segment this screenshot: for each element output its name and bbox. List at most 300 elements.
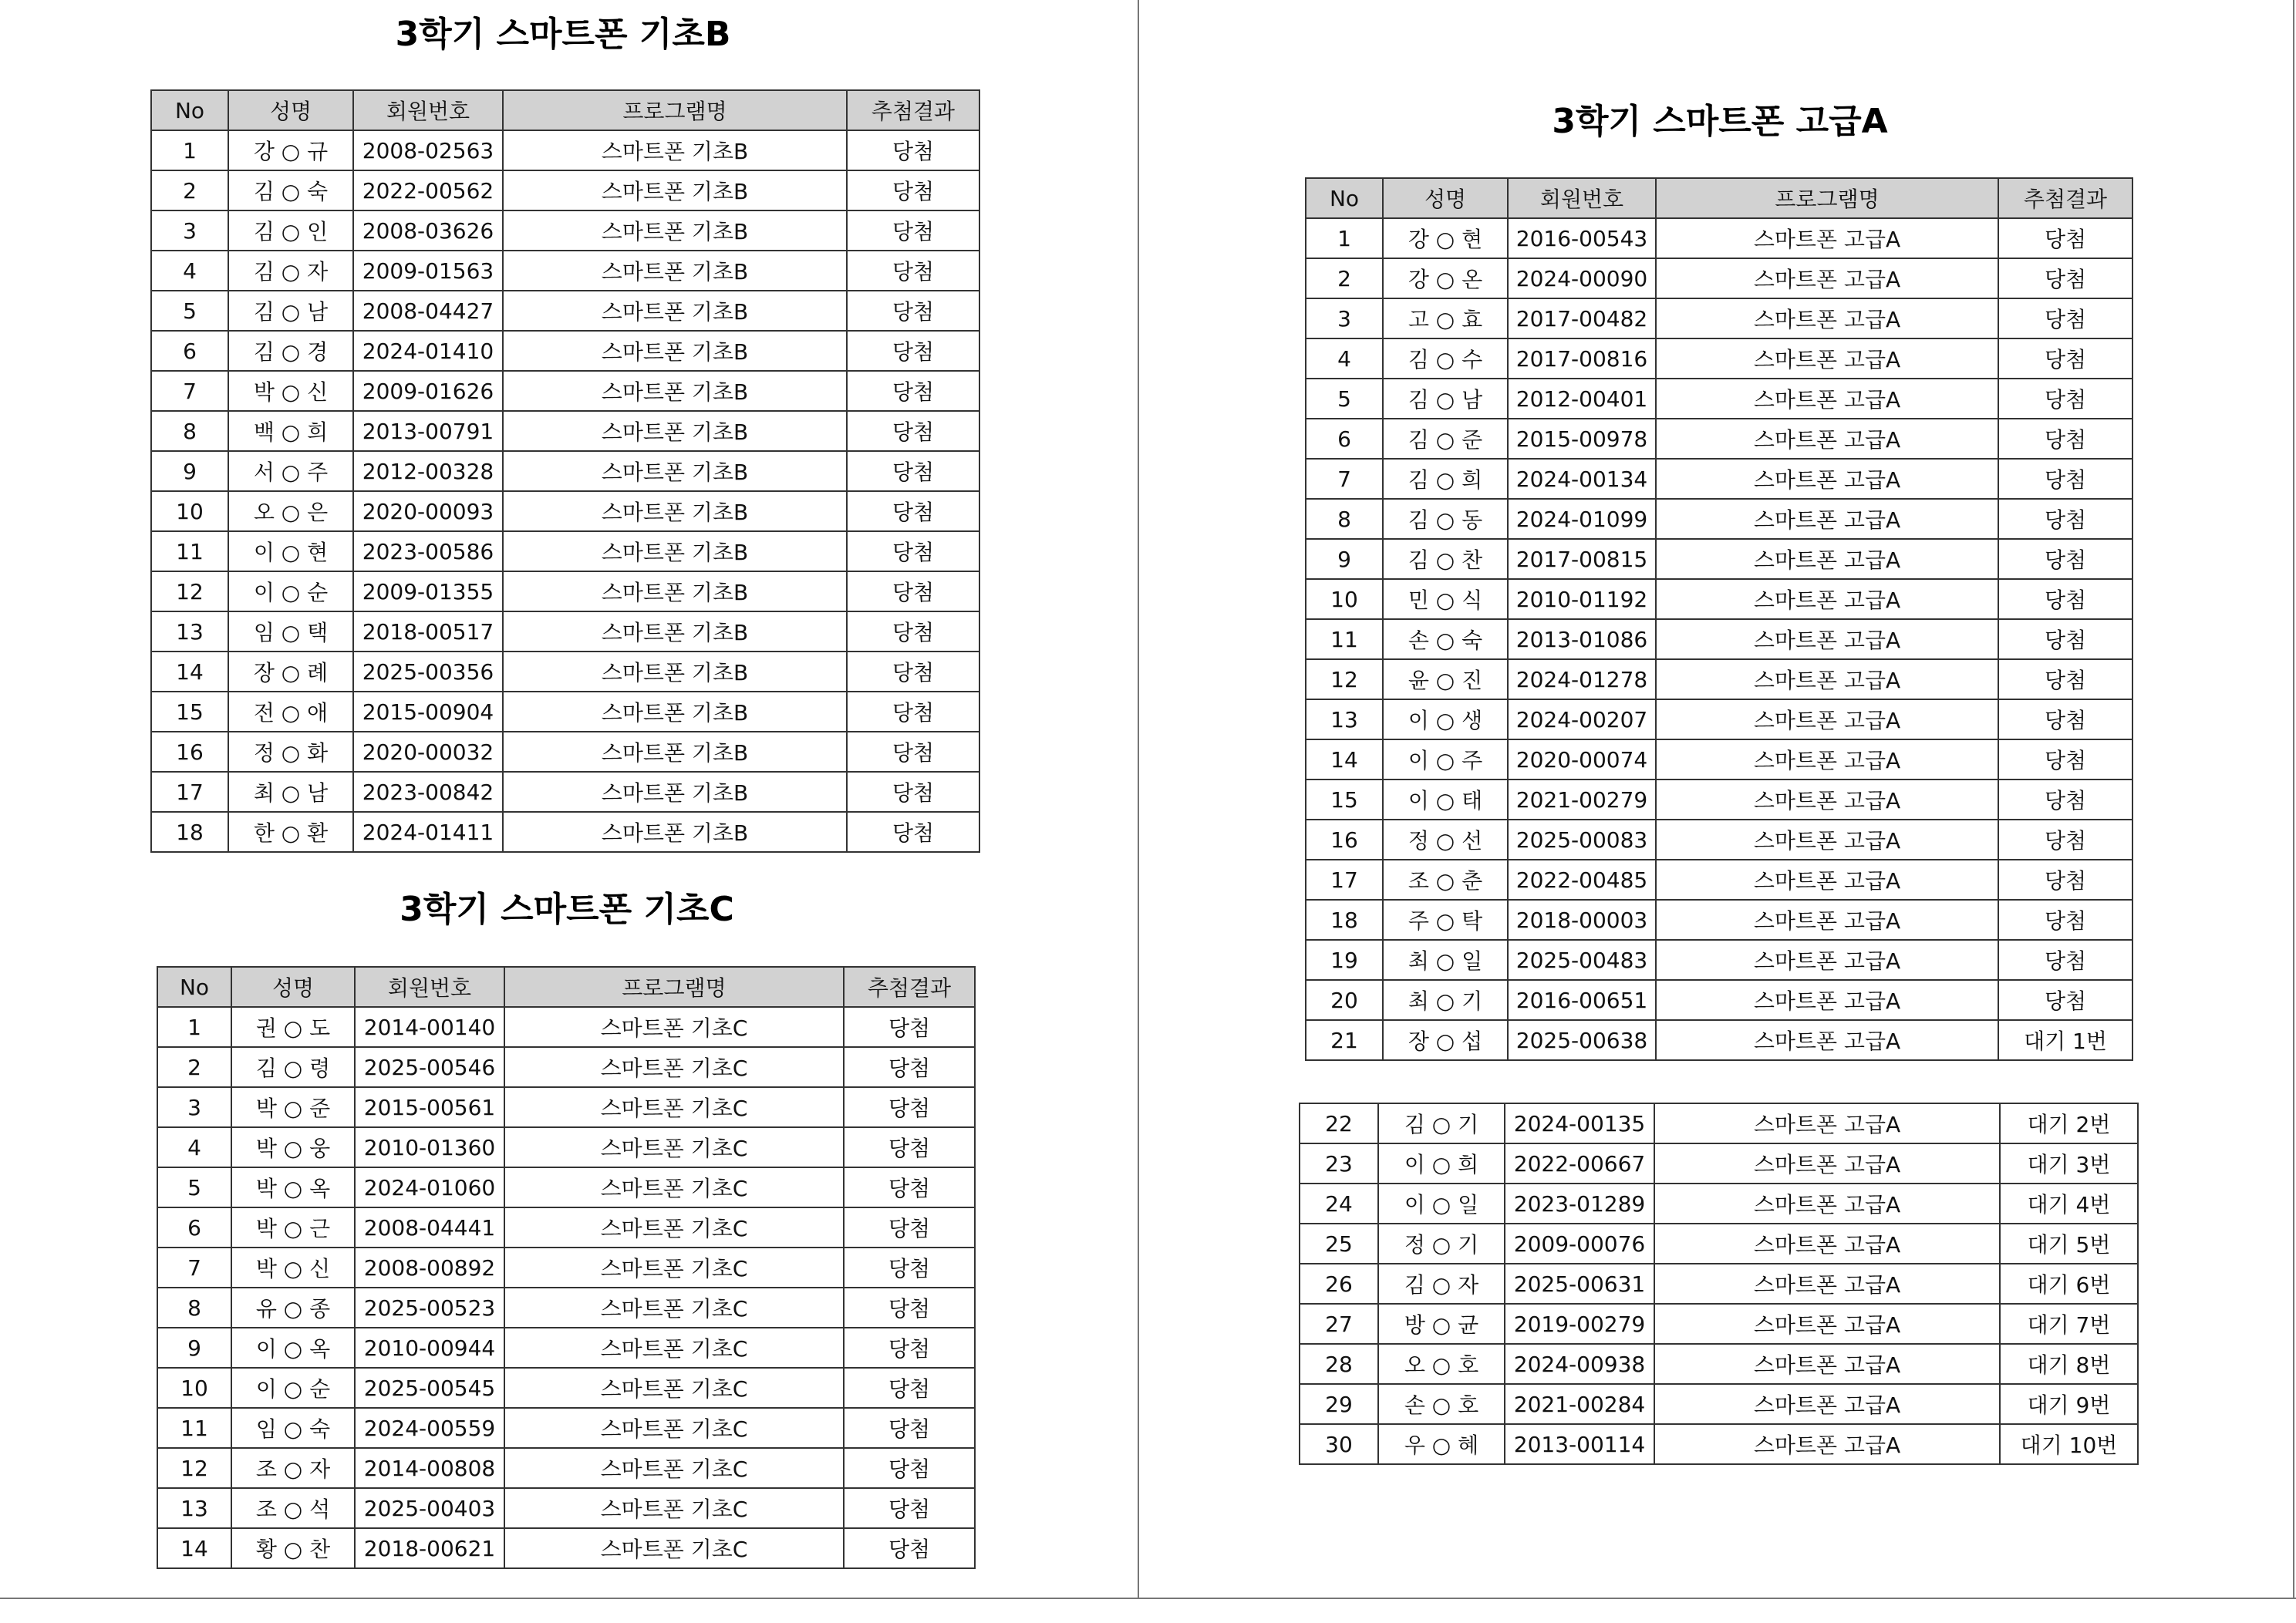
table-row (1306, 539, 2132, 579)
member-id-cell: 2022-00562 (353, 170, 503, 210)
member-name-cell: 윤 ○ 진 (1383, 659, 1508, 699)
column-header-row-number: No (151, 90, 228, 130)
draw-result-cell: 당첨 (847, 812, 979, 852)
table-row (1300, 1304, 2138, 1344)
member-id-cell: 2015-00978 (1508, 419, 1656, 459)
program-name-cell: 스마트폰 기초B (503, 331, 847, 371)
row-number-cell: 20 (1306, 980, 1383, 1020)
row-number-cell: 11 (157, 1408, 231, 1448)
row-number-cell: 13 (151, 611, 228, 652)
row-number-cell: 4 (1306, 338, 1383, 379)
member-id-cell: 2008-04427 (353, 291, 503, 331)
table-row (151, 251, 979, 291)
member-name-cell: 이 ○ 희 (1378, 1143, 1505, 1184)
member-name-cell: 한 ○ 환 (228, 812, 353, 852)
member-name-cell: 이 ○ 태 (1383, 780, 1508, 820)
row-number-cell: 28 (1300, 1344, 1378, 1384)
column-header-program-name: 프로그램명 (1656, 178, 1998, 218)
row-number-cell: 18 (151, 812, 228, 852)
member-id-cell: 2010-01192 (1508, 579, 1656, 619)
member-id-cell: 2025-00083 (1508, 820, 1656, 860)
member-name-cell: 김 ○ 인 (228, 210, 353, 251)
program-name-cell: 스마트폰 기초C (504, 1488, 844, 1528)
program-name-cell: 스마트폰 기초B (503, 210, 847, 251)
row-number-cell: 5 (157, 1167, 231, 1207)
draw-result-cell: 당첨 (847, 291, 979, 331)
program-name-cell: 스마트폰 기초B (503, 531, 847, 571)
draw-result-cell: 당첨 (847, 571, 979, 611)
member-id-cell: 2018-00621 (355, 1528, 504, 1568)
program-name-cell: 스마트폰 고급A (1654, 1143, 2000, 1184)
program-name-cell: 스마트폰 고급A (1654, 1424, 2000, 1464)
draw-result-cell: 당첨 (847, 652, 979, 692)
member-id-cell: 2025-00356 (353, 652, 503, 692)
member-id-cell: 2025-00403 (355, 1488, 504, 1528)
program-name-cell: 스마트폰 기초C (504, 1248, 844, 1288)
row-number-cell: 7 (151, 371, 228, 411)
row-number-cell: 6 (151, 331, 228, 371)
column-header-row-number: No (157, 967, 231, 1007)
draw-result-cell: 당첨 (847, 210, 979, 251)
member-name-cell: 장 ○ 례 (228, 652, 353, 692)
column-header-draw-result: 추첨결과 (847, 90, 979, 130)
table-row (151, 571, 979, 611)
member-name-cell: 김 ○ 희 (1383, 459, 1508, 499)
member-name-cell: 김 ○ 자 (228, 251, 353, 291)
draw-result-cell: 당첨 (847, 732, 979, 772)
member-name-cell: 정 ○ 기 (1378, 1224, 1505, 1264)
program-name-cell: 스마트폰 기초B (503, 772, 847, 812)
program-name-cell: 스마트폰 기초C (504, 1127, 844, 1167)
draw-result-cell: 당첨 (847, 531, 979, 571)
row-number-cell: 15 (1306, 780, 1383, 820)
row-number-cell: 8 (151, 411, 228, 451)
row-number-cell: 13 (1306, 699, 1383, 739)
table-row (151, 210, 979, 251)
draw-result-cell: 당첨 (844, 1127, 975, 1167)
row-number-cell: 14 (1306, 739, 1383, 780)
program-name-cell: 스마트폰 기초C (504, 1328, 844, 1368)
program-name-cell: 스마트폰 기초C (504, 1408, 844, 1448)
row-number-cell: 13 (157, 1488, 231, 1528)
member-id-cell: 2020-00074 (1508, 739, 1656, 780)
row-number-cell: 11 (1306, 619, 1383, 659)
draw-result-cell: 당첨 (847, 170, 979, 210)
member-name-cell: 이 ○ 현 (228, 531, 353, 571)
table-row (1300, 1224, 2138, 1264)
row-number-cell: 12 (157, 1448, 231, 1488)
draw-result-cell: 대기 4번 (2000, 1184, 2138, 1224)
program-name-cell: 스마트폰 기초B (503, 451, 847, 491)
member-name-cell: 김 ○ 자 (1378, 1264, 1505, 1304)
draw-result-cell: 당첨 (1998, 539, 2132, 579)
table-header-row (151, 90, 979, 130)
table-row (1306, 780, 2132, 820)
row-number-cell: 24 (1300, 1184, 1378, 1224)
table-row (157, 1368, 975, 1408)
program-name-cell: 스마트폰 고급A (1656, 218, 1998, 258)
member-id-cell: 2025-00523 (355, 1288, 504, 1328)
table-row (1306, 338, 2132, 379)
member-id-cell: 2018-00517 (353, 611, 503, 652)
member-id-cell: 2024-00938 (1505, 1344, 1654, 1384)
table-row (1306, 860, 2132, 900)
table-row (1306, 1020, 2132, 1060)
draw-result-cell: 당첨 (1998, 699, 2132, 739)
draw-result-cell: 당첨 (847, 251, 979, 291)
program-name-cell: 스마트폰 고급A (1656, 298, 1998, 338)
member-id-cell: 2009-01563 (353, 251, 503, 291)
member-name-cell: 박 ○ 신 (231, 1248, 355, 1288)
member-name-cell: 오 ○ 호 (1378, 1344, 1505, 1384)
row-number-cell: 6 (157, 1207, 231, 1248)
draw-result-cell: 대기 3번 (2000, 1143, 2138, 1184)
draw-result-cell: 당첨 (1998, 258, 2132, 298)
program-name-cell: 스마트폰 고급A (1656, 338, 1998, 379)
member-id-cell: 2024-01060 (355, 1167, 504, 1207)
table-row (1300, 1143, 2138, 1184)
member-id-cell: 2009-00076 (1505, 1224, 1654, 1264)
member-name-cell: 최 ○ 기 (1383, 980, 1508, 1020)
row-number-cell: 21 (1306, 1020, 1383, 1060)
program-name-cell: 스마트폰 고급A (1654, 1264, 2000, 1304)
member-name-cell: 백 ○ 희 (228, 411, 353, 451)
member-name-cell: 이 ○ 주 (1383, 739, 1508, 780)
program-name-cell: 스마트폰 기초B (503, 611, 847, 652)
row-number-cell: 12 (1306, 659, 1383, 699)
table-row (1306, 459, 2132, 499)
row-number-cell: 6 (1306, 419, 1383, 459)
table-header-row (157, 967, 975, 1007)
table-row (157, 1528, 975, 1568)
member-name-cell: 박 ○ 신 (228, 371, 353, 411)
member-name-cell: 정 ○ 선 (1383, 820, 1508, 860)
member-id-cell: 2013-00114 (1505, 1424, 1654, 1464)
member-id-cell: 2024-00090 (1508, 258, 1656, 298)
member-id-cell: 2020-00093 (353, 491, 503, 531)
roster-table-advanced-a (1305, 177, 2133, 1061)
program-name-cell: 스마트폰 기초C (504, 1207, 844, 1248)
row-number-cell: 4 (157, 1127, 231, 1167)
column-header-member-id: 회원번호 (355, 967, 504, 1007)
member-id-cell: 2014-00808 (355, 1448, 504, 1488)
row-number-cell: 17 (151, 772, 228, 812)
member-name-cell: 김 ○ 령 (231, 1047, 355, 1087)
member-name-cell: 임 ○ 숙 (231, 1408, 355, 1448)
row-number-cell: 8 (157, 1288, 231, 1328)
draw-result-cell: 당첨 (847, 692, 979, 732)
member-name-cell: 이 ○ 순 (228, 571, 353, 611)
row-number-cell: 4 (151, 251, 228, 291)
table-row (1300, 1424, 2138, 1464)
member-name-cell: 서 ○ 주 (228, 451, 353, 491)
draw-result-cell: 당첨 (847, 371, 979, 411)
row-number-cell: 11 (151, 531, 228, 571)
table-row (1300, 1103, 2138, 1143)
roster-table-basic-c (157, 966, 976, 1569)
table-row (1300, 1264, 2138, 1304)
column-header-program-name: 프로그램명 (503, 90, 847, 130)
member-id-cell: 2010-01360 (355, 1127, 504, 1167)
table-row (1306, 298, 2132, 338)
row-number-cell: 9 (157, 1328, 231, 1368)
table-row (151, 531, 979, 571)
draw-result-cell: 당첨 (1998, 980, 2132, 1020)
member-name-cell: 우 ○ 혜 (1378, 1424, 1505, 1464)
draw-result-cell: 당첨 (844, 1328, 975, 1368)
draw-result-cell: 당첨 (1998, 739, 2132, 780)
program-name-cell: 스마트폰 고급A (1656, 820, 1998, 860)
member-id-cell: 2009-01626 (353, 371, 503, 411)
member-id-cell: 2025-00545 (355, 1368, 504, 1408)
column-header-draw-result: 추첨결과 (844, 967, 975, 1007)
program-name-cell: 스마트폰 기초B (503, 491, 847, 531)
draw-result-cell: 당첨 (1998, 659, 2132, 699)
draw-result-cell: 당첨 (1998, 780, 2132, 820)
member-name-cell: 고 ○ 효 (1383, 298, 1508, 338)
program-name-cell: 스마트폰 기초C (504, 1368, 844, 1408)
member-id-cell: 2016-00543 (1508, 218, 1656, 258)
program-name-cell: 스마트폰 고급A (1654, 1224, 2000, 1264)
draw-result-cell: 당첨 (847, 772, 979, 812)
program-name-cell: 스마트폰 기초B (503, 812, 847, 852)
table-row (157, 1007, 975, 1047)
program-name-cell: 스마트폰 기초B (503, 371, 847, 411)
program-name-cell: 스마트폰 기초C (504, 1007, 844, 1047)
draw-result-cell: 대기 9번 (2000, 1384, 2138, 1424)
table-row (1306, 739, 2132, 780)
row-number-cell: 12 (151, 571, 228, 611)
program-name-cell: 스마트폰 고급A (1656, 780, 1998, 820)
member-id-cell: 2009-01355 (353, 571, 503, 611)
member-id-cell: 2019-00279 (1505, 1304, 1654, 1344)
member-id-cell: 2012-00401 (1508, 379, 1656, 419)
member-name-cell: 조 ○ 석 (231, 1488, 355, 1528)
page-divider-vertical (1138, 0, 1139, 1598)
draw-result-cell: 당첨 (847, 130, 979, 170)
row-number-cell: 17 (1306, 860, 1383, 900)
column-header-member-name: 성명 (1383, 178, 1508, 218)
roster-table-basic-b (150, 89, 980, 853)
member-name-cell: 최 ○ 남 (228, 772, 353, 812)
program-name-cell: 스마트폰 고급A (1656, 619, 1998, 659)
program-name-cell: 스마트폰 기초B (503, 652, 847, 692)
program-name-cell: 스마트폰 기초B (503, 692, 847, 732)
roster-table-advanced-a-waitlist (1299, 1103, 2139, 1465)
member-name-cell: 김 ○ 준 (1383, 419, 1508, 459)
member-name-cell: 박 ○ 준 (231, 1087, 355, 1127)
draw-result-cell: 당첨 (844, 1087, 975, 1127)
program-name-cell: 스마트폰 고급A (1656, 1020, 1998, 1060)
draw-result-cell: 대기 6번 (2000, 1264, 2138, 1304)
row-number-cell: 1 (157, 1007, 231, 1047)
row-number-cell: 5 (1306, 379, 1383, 419)
program-name-cell: 스마트폰 기초B (503, 732, 847, 772)
table-header-row (1306, 178, 2132, 218)
program-name-cell: 스마트폰 고급A (1656, 539, 1998, 579)
program-name-cell: 스마트폰 고급A (1656, 699, 1998, 739)
table-row (157, 1167, 975, 1207)
member-name-cell: 주 ○ 탁 (1383, 900, 1508, 940)
member-id-cell: 2025-00546 (355, 1047, 504, 1087)
program-name-cell: 스마트폰 고급A (1656, 980, 1998, 1020)
table-row (1306, 659, 2132, 699)
member-id-cell: 2024-00207 (1508, 699, 1656, 739)
draw-result-cell: 당첨 (844, 1528, 975, 1568)
row-number-cell: 3 (157, 1087, 231, 1127)
table-row (1306, 419, 2132, 459)
row-number-cell: 5 (151, 291, 228, 331)
member-name-cell: 이 ○ 생 (1383, 699, 1508, 739)
member-id-cell: 2024-00134 (1508, 459, 1656, 499)
member-id-cell: 2012-00328 (353, 451, 503, 491)
table-row (151, 371, 979, 411)
member-id-cell: 2017-00816 (1508, 338, 1656, 379)
table-row (1306, 900, 2132, 940)
member-name-cell: 김 ○ 동 (1383, 499, 1508, 539)
member-name-cell: 박 ○ 근 (231, 1207, 355, 1248)
row-number-cell: 7 (157, 1248, 231, 1288)
draw-result-cell: 당첨 (847, 451, 979, 491)
table-row (157, 1448, 975, 1488)
draw-result-cell: 당첨 (1998, 379, 2132, 419)
draw-result-cell: 당첨 (844, 1248, 975, 1288)
member-name-cell: 김 ○ 남 (228, 291, 353, 331)
program-name-cell: 스마트폰 고급A (1656, 459, 1998, 499)
member-name-cell: 김 ○ 경 (228, 331, 353, 371)
table-row (1306, 258, 2132, 298)
member-id-cell: 2018-00003 (1508, 900, 1656, 940)
row-number-cell: 2 (157, 1047, 231, 1087)
draw-result-cell: 당첨 (844, 1288, 975, 1328)
row-number-cell: 7 (1306, 459, 1383, 499)
draw-result-cell: 당첨 (844, 1047, 975, 1087)
member-id-cell: 2023-00842 (353, 772, 503, 812)
row-number-cell: 22 (1300, 1103, 1378, 1143)
member-name-cell: 손 ○ 숙 (1383, 619, 1508, 659)
table-row (151, 652, 979, 692)
member-name-cell: 김 ○ 남 (1383, 379, 1508, 419)
table-row (1306, 218, 2132, 258)
member-name-cell: 김 ○ 기 (1378, 1103, 1505, 1143)
member-id-cell: 2015-00561 (355, 1087, 504, 1127)
member-name-cell: 장 ○ 섭 (1383, 1020, 1508, 1060)
program-name-cell: 스마트폰 기초B (503, 251, 847, 291)
program-name-cell: 스마트폰 고급A (1656, 419, 1998, 459)
row-number-cell: 2 (151, 170, 228, 210)
page-divider-horizontal (0, 1598, 2296, 1599)
draw-result-cell: 당첨 (847, 491, 979, 531)
member-id-cell: 2008-04441 (355, 1207, 504, 1248)
draw-result-cell: 당첨 (847, 411, 979, 451)
member-id-cell: 2013-01086 (1508, 619, 1656, 659)
row-number-cell: 1 (1306, 218, 1383, 258)
member-name-cell: 김 ○ 수 (1383, 338, 1508, 379)
table-row (157, 1408, 975, 1448)
table-row (151, 411, 979, 451)
draw-result-cell: 대기 1번 (1998, 1020, 2132, 1060)
member-name-cell: 오 ○ 은 (228, 491, 353, 531)
draw-result-cell: 당첨 (844, 1408, 975, 1448)
draw-result-cell: 당첨 (1998, 579, 2132, 619)
table-row (151, 611, 979, 652)
table-row (151, 130, 979, 170)
member-name-cell: 황 ○ 찬 (231, 1528, 355, 1568)
program-name-cell: 스마트폰 고급A (1656, 940, 1998, 980)
column-header-draw-result: 추첨결과 (1998, 178, 2132, 218)
member-id-cell: 2024-01410 (353, 331, 503, 371)
member-name-cell: 강 ○ 온 (1383, 258, 1508, 298)
row-number-cell: 14 (151, 652, 228, 692)
member-name-cell: 조 ○ 춘 (1383, 860, 1508, 900)
column-header-member-id: 회원번호 (1508, 178, 1656, 218)
row-number-cell: 15 (151, 692, 228, 732)
draw-result-cell: 대기 2번 (2000, 1103, 2138, 1143)
table-row (157, 1207, 975, 1248)
member-id-cell: 2023-00586 (353, 531, 503, 571)
draw-result-cell: 당첨 (1998, 218, 2132, 258)
program-name-cell: 스마트폰 고급A (1656, 659, 1998, 699)
table-row (151, 291, 979, 331)
draw-result-cell: 대기 5번 (2000, 1224, 2138, 1264)
program-name-cell: 스마트폰 기초C (504, 1448, 844, 1488)
program-name-cell: 스마트폰 고급A (1656, 900, 1998, 940)
program-name-cell: 스마트폰 기초C (504, 1528, 844, 1568)
draw-result-cell: 당첨 (1998, 419, 2132, 459)
program-name-cell: 스마트폰 고급A (1656, 579, 1998, 619)
row-number-cell: 29 (1300, 1384, 1378, 1424)
table-row (151, 451, 979, 491)
column-header-member-name: 성명 (228, 90, 353, 130)
table-row (1306, 699, 2132, 739)
row-number-cell: 3 (151, 210, 228, 251)
member-id-cell: 2017-00482 (1508, 298, 1656, 338)
member-name-cell: 이 ○ 옥 (231, 1328, 355, 1368)
member-name-cell: 임 ○ 택 (228, 611, 353, 652)
program-name-cell: 스마트폰 기초B (503, 170, 847, 210)
member-id-cell: 2024-00559 (355, 1408, 504, 1448)
row-number-cell: 16 (151, 732, 228, 772)
draw-result-cell: 대기 7번 (2000, 1304, 2138, 1344)
draw-result-cell: 대기 8번 (2000, 1344, 2138, 1384)
column-header-member-id: 회원번호 (353, 90, 503, 130)
draw-result-cell: 당첨 (844, 1448, 975, 1488)
member-name-cell: 손 ○ 호 (1378, 1384, 1505, 1424)
table-row (1306, 619, 2132, 659)
draw-result-cell: 당첨 (844, 1167, 975, 1207)
program-name-cell: 스마트폰 고급A (1654, 1384, 2000, 1424)
column-header-program-name: 프로그램명 (504, 967, 844, 1007)
member-id-cell: 2025-00638 (1508, 1020, 1656, 1060)
row-number-cell: 25 (1300, 1224, 1378, 1264)
table-row (151, 170, 979, 210)
column-header-row-number: No (1306, 178, 1383, 218)
member-name-cell: 이 ○ 순 (231, 1368, 355, 1408)
program-name-cell: 스마트폰 기초C (504, 1047, 844, 1087)
row-number-cell: 10 (1306, 579, 1383, 619)
table-row (151, 491, 979, 531)
member-name-cell: 박 ○ 웅 (231, 1127, 355, 1167)
member-id-cell: 2016-00651 (1508, 980, 1656, 1020)
member-name-cell: 민 ○ 식 (1383, 579, 1508, 619)
column-header-member-name: 성명 (231, 967, 355, 1007)
table-row (157, 1288, 975, 1328)
member-id-cell: 2014-00140 (355, 1007, 504, 1047)
section-title-advanced-a: 3학기 스마트폰 고급A (1552, 102, 1888, 141)
member-id-cell: 2021-00279 (1508, 780, 1656, 820)
row-number-cell: 26 (1300, 1264, 1378, 1304)
program-name-cell: 스마트폰 고급A (1656, 499, 1998, 539)
